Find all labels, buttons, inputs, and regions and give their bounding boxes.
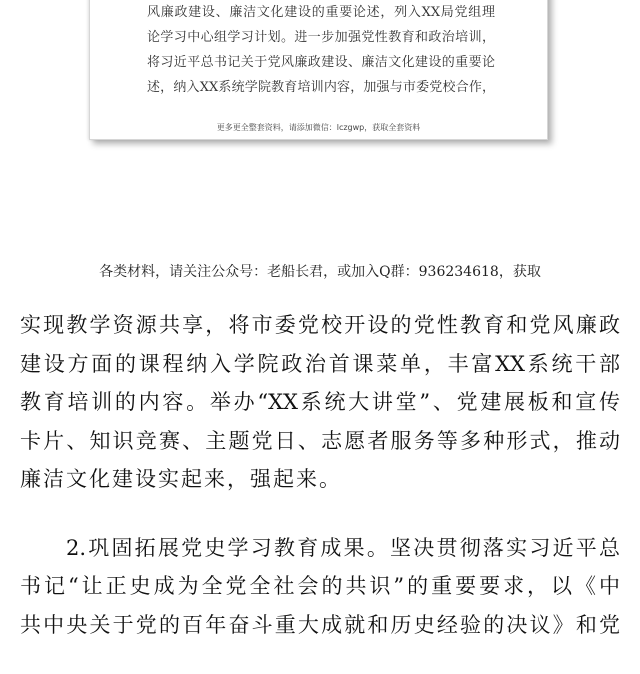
text-line: 共中央关于党的百年奋斗重大成就和历史经验的决议》和党: [20, 612, 620, 637]
page-preview-text: [147, 0, 495, 100]
preview-line: 论学习中心组学习计划。进一步加强党性教育和政治培训，: [147, 30, 495, 45]
paragraph: [20, 529, 620, 645]
paragraph: [20, 306, 620, 499]
text-line: 卡片、知识竞赛、主题党日、志愿者服务等多种形式，推动: [20, 428, 620, 453]
document-body: [20, 306, 620, 674]
text-line: 建设方面的课程纳入学院政治首课菜单，丰富XX系统干部: [20, 351, 620, 376]
notice-line: 各类材料，请关注公众号：老船长君，或加入Q群：936234618，获取: [99, 264, 541, 280]
text-line: 教育培训的内容。举办“XX系统大讲堂”、党建展板和宣传: [20, 390, 620, 414]
preview-footer-note: 更多更全整套资料，请添加微信：lczgwp，获取全套资料: [216, 123, 421, 132]
preview-line: 风廉政建设、廉洁文化建设的重要论述，列入XX局党组理: [147, 5, 495, 20]
preview-line: 述，纳入XX系统学院教育培训内容，加强与市委党校合作，: [147, 80, 495, 95]
text-line: 实现教学资源共享，将市委党校开设的党性教育和党风廉政: [20, 313, 620, 337]
text-line: 2.巩固拓展党史学习教育成果。坚决贯彻落实习近平总: [66, 535, 620, 560]
text-line: 书记“让正史成为全党全社会的共识”的重要要求，以《中: [20, 574, 620, 598]
text-line: 廉洁文化建设实起来，强起来。: [20, 467, 342, 491]
preview-line: 将习近平总书记关于党风廉政建设、廉洁文化建设的重要论: [147, 55, 495, 70]
